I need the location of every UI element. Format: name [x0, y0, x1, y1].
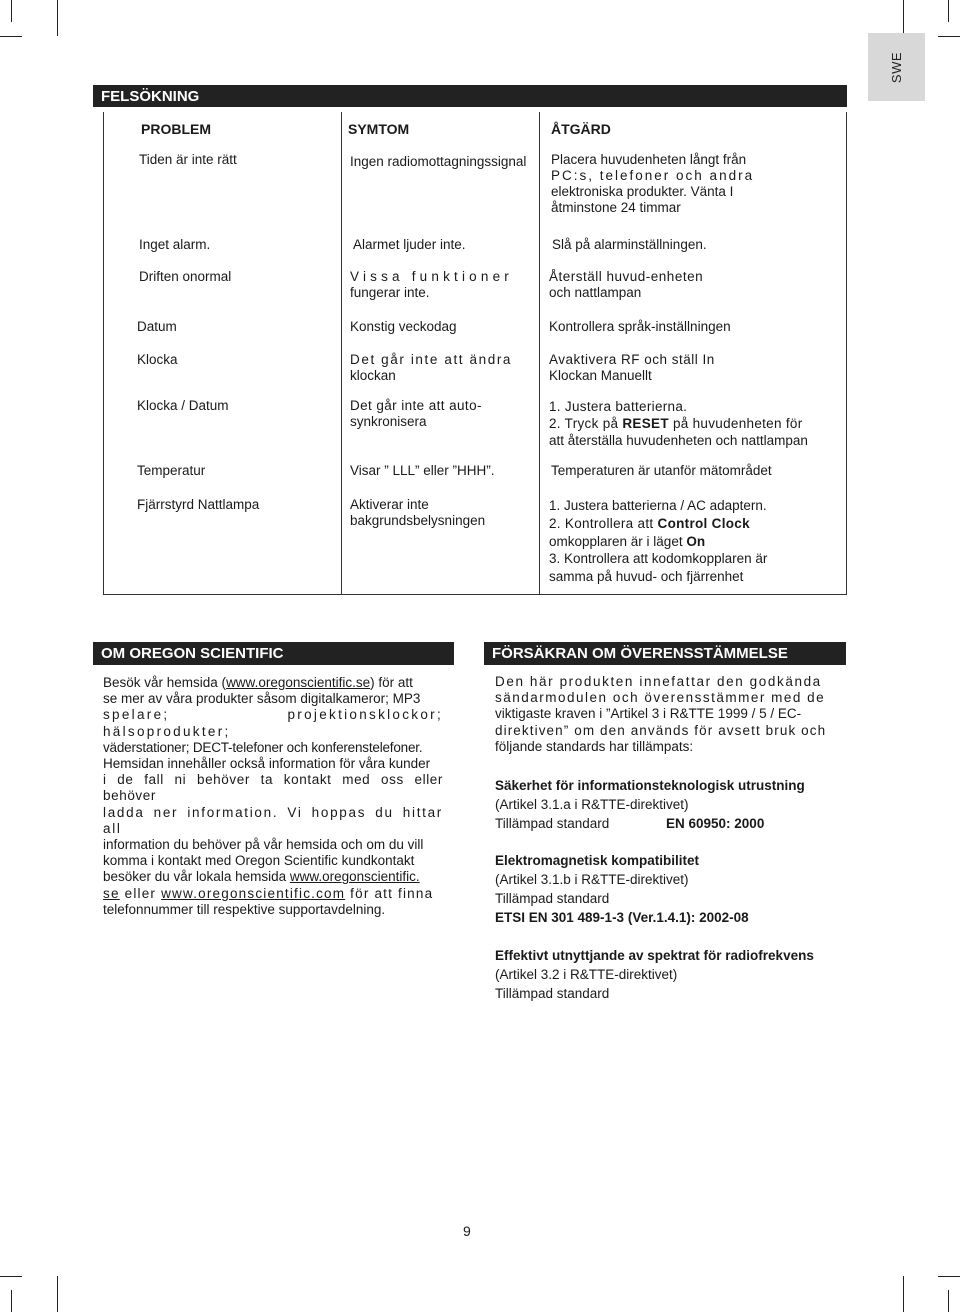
- action-line: Återställ huvud-enheten: [549, 269, 704, 284]
- about-line: [103, 675, 443, 691]
- action-text: 2. Tryck på: [549, 416, 623, 431]
- about-title: OM OREGON SCIENTIFIC: [101, 645, 284, 662]
- section-heading: Elektromagnetisk kompatibilitet: [495, 853, 700, 868]
- about-line: telefonnummer till respektive supportavdelning.: [103, 901, 386, 917]
- crop-mark: [0, 1276, 22, 1277]
- action-text: 2. Kontrollera att: [549, 515, 658, 531]
- reset-label: RESET: [622, 416, 669, 431]
- standard-value: EN 60950: 2000: [666, 816, 765, 831]
- table-row-symptom: [350, 269, 513, 301]
- action-line: elektroniska produkter. Vänta I: [551, 184, 734, 199]
- conformity-line: direktiven” om den används för avsett bruk och: [495, 722, 827, 738]
- crop-mark: [11, 0, 12, 22]
- header-symptom: SYMTOM: [348, 121, 410, 137]
- crop-mark: [903, 1276, 904, 1312]
- table-row-symptom: Ingen radiomottagningssignal: [350, 154, 527, 169]
- symptom-line: Det går inte att ändra: [350, 352, 513, 367]
- crop-mark: [938, 1276, 960, 1277]
- table-row-symptom: [350, 352, 512, 384]
- symptom-line: Det går inte att auto-: [350, 398, 482, 413]
- applied-standard-label: Tillämpad standard: [495, 986, 610, 1001]
- table-row-problem: Klocka: [137, 352, 178, 367]
- about-text-part: eller: [119, 885, 162, 901]
- crop-mark: [938, 36, 960, 37]
- emc-section: [495, 851, 840, 927]
- action-line: [549, 515, 767, 533]
- section-heading: Säkerhet för informationsteknologisk utrustning: [495, 778, 805, 793]
- action-line: [549, 533, 767, 551]
- action-line: Klockan Manuellt: [549, 368, 652, 383]
- header-problem: PROBLEM: [141, 121, 211, 137]
- action-line: samma på huvud- och fjärrenhet: [549, 569, 744, 585]
- table-row-action: Temperaturen är utanför mätområdet: [551, 463, 772, 478]
- conformity-line: sändarmodulen och överensstämmer med de: [495, 690, 826, 706]
- symptom-line: Aktiverar inte: [350, 497, 429, 512]
- action-line: 1. Justera batterierna / AC adaptern.: [549, 498, 767, 513]
- crop-mark: [11, 1290, 12, 1312]
- about-text: [103, 675, 443, 918]
- action-line: att återställa huvudenheten och nattlampan: [549, 433, 808, 448]
- symptom-line: klockan: [350, 368, 396, 383]
- about-line: väderstationer; DECT-telefoner och konferenstelefoner.: [103, 739, 423, 755]
- radio-spectrum-section: [495, 946, 840, 1003]
- page-number: 9: [463, 1223, 471, 1239]
- about-text-part: Besök vår hemsida (: [103, 675, 227, 690]
- table-row-action: [551, 152, 754, 216]
- table-row-symptom: [350, 497, 485, 529]
- crop-mark: [0, 36, 22, 37]
- local-website-link[interactable]: se: [103, 885, 120, 901]
- action-line: och nattlampan: [549, 285, 642, 300]
- table-row-symptom: Konstig veckodag: [350, 319, 457, 334]
- about-line: [103, 869, 443, 885]
- safety-section: [495, 776, 840, 833]
- table-row-action: [549, 398, 808, 449]
- table-row-action: Slå på alarminställningen.: [552, 237, 707, 252]
- about-title-bar: [93, 642, 454, 665]
- about-text-part: för att finna: [345, 885, 434, 901]
- action-line: 1. Justera batterierna.: [549, 399, 688, 414]
- about-line: i de fall ni behöver ta kontakt med oss eller behöver: [103, 772, 443, 804]
- table-row-symptom: [350, 398, 482, 430]
- about-line: Hemsidan innehåller också information för våra kunder: [103, 756, 431, 772]
- crop-mark: [903, 0, 904, 36]
- troubleshooting-title: FELSÖKNING: [101, 87, 200, 105]
- crop-mark: [948, 0, 949, 22]
- about-line: se mer av våra produkter såsom digitalkameror; MP3: [103, 691, 421, 707]
- table-row-action: Kontrollera språk-inställningen: [549, 319, 731, 334]
- standard-value: ETSI EN 301 489-1-3 (Ver.1.4.1): 2002-08: [495, 910, 749, 925]
- crop-mark: [57, 0, 58, 36]
- section-heading: Effektivt utnyttjande av spektrat för radiofrekvens: [495, 948, 814, 963]
- conformity-title-bar: [484, 642, 846, 665]
- action-line: Placera huvudenheten långt från: [551, 152, 747, 167]
- about-text-part: besöker du vår lokala hemsida: [103, 869, 290, 885]
- conformity-line: följande standards har tillämpats:: [495, 738, 694, 754]
- conformity-intro: [495, 674, 835, 755]
- global-website-link[interactable]: www.oregonscientific.com: [161, 885, 346, 901]
- column-divider: [539, 112, 540, 594]
- table-row-problem: Fjärrstyrd Nattlampa: [137, 497, 260, 512]
- conformity-line: Den här produkten innefattar den godkända: [495, 674, 822, 689]
- symptom-line: synkronisera: [350, 414, 427, 429]
- table-row-action: [549, 352, 715, 384]
- table-row-action: [549, 497, 767, 586]
- conformity-title: FÖRSÄKRAN OM ÖVERENSSTÄMMELSE: [492, 645, 788, 662]
- about-line: ladda ner information. Vi hoppas du hittar all: [103, 804, 443, 836]
- conformity-line: viktigaste kraven i ”Artikel 3 i R&TTE 1999 / 5 / EC-: [495, 706, 802, 722]
- action-line: [549, 415, 808, 432]
- about-line: komma i kontakt med Oregon Scientific kundkontakt: [103, 853, 415, 869]
- section-article: (Artikel 3.2 i R&TTE-direktivet): [495, 967, 678, 982]
- local-website-link[interactable]: www.oregonscientific.: [289, 869, 420, 885]
- table-row-symptom: Alarmet ljuder inte.: [353, 237, 466, 252]
- table-row-problem: Tiden är inte rätt: [139, 152, 237, 167]
- crop-mark: [57, 1276, 58, 1312]
- header-action: ÅTGÄRD: [551, 121, 611, 137]
- table-row-problem: Klocka / Datum: [137, 398, 229, 413]
- section-standard-row: [495, 814, 840, 833]
- symptom-line: fungerar inte.: [350, 285, 430, 300]
- table-row-problem: Datum: [137, 319, 177, 334]
- action-line: PC:s, telefoner och andra: [551, 168, 755, 183]
- section-article: (Artikel 3.1.a i R&TTE-direktivet): [495, 797, 689, 812]
- action-line: Avaktivera RF och ställ In: [549, 352, 715, 367]
- about-line: [103, 886, 443, 902]
- on-label: On: [686, 533, 706, 549]
- table-row-problem: Temperatur: [137, 463, 206, 478]
- applied-standard-label: Tillämpad standard: [495, 816, 610, 831]
- table-row-symptom: Visar ” LLL” eller ”HHH”.: [350, 463, 495, 478]
- table-row-action: [549, 269, 703, 301]
- section-article: (Artikel 3.1.b i R&TTE-direktivet): [495, 872, 689, 887]
- action-line: 3. Kontrollera att kodomkopplaren är: [549, 551, 768, 567]
- symptom-line: bakgrundsbelysningen: [350, 513, 486, 528]
- language-tab-label: SWE: [889, 51, 904, 83]
- action-text: på huvudenheten för: [668, 416, 803, 431]
- troubleshooting-table: [103, 112, 847, 595]
- control-clock-label: Control Clock: [657, 515, 750, 531]
- language-tab: [868, 33, 925, 101]
- action-line: åtminstone 24 timmar: [551, 200, 681, 215]
- column-divider: [341, 112, 342, 594]
- about-line: information du behöver på vår hemsida och om du vill: [103, 837, 424, 853]
- table-row-problem: Inget alarm.: [139, 237, 211, 252]
- about-text-part: ) för att: [370, 675, 413, 690]
- about-line: spelare; projektionsklockor; hälsoprodukter;: [103, 707, 443, 739]
- website-link[interactable]: www.oregonscientific.se: [226, 675, 371, 690]
- table-row-problem: Driften onormal: [139, 269, 232, 284]
- troubleshooting-title-bar: [93, 85, 847, 107]
- symptom-line: Vissa funktioner: [350, 269, 514, 284]
- crop-mark: [948, 1290, 949, 1312]
- action-text: omkopplaren är i läget: [549, 533, 687, 549]
- applied-standard-label: Tillämpad standard: [495, 891, 610, 906]
